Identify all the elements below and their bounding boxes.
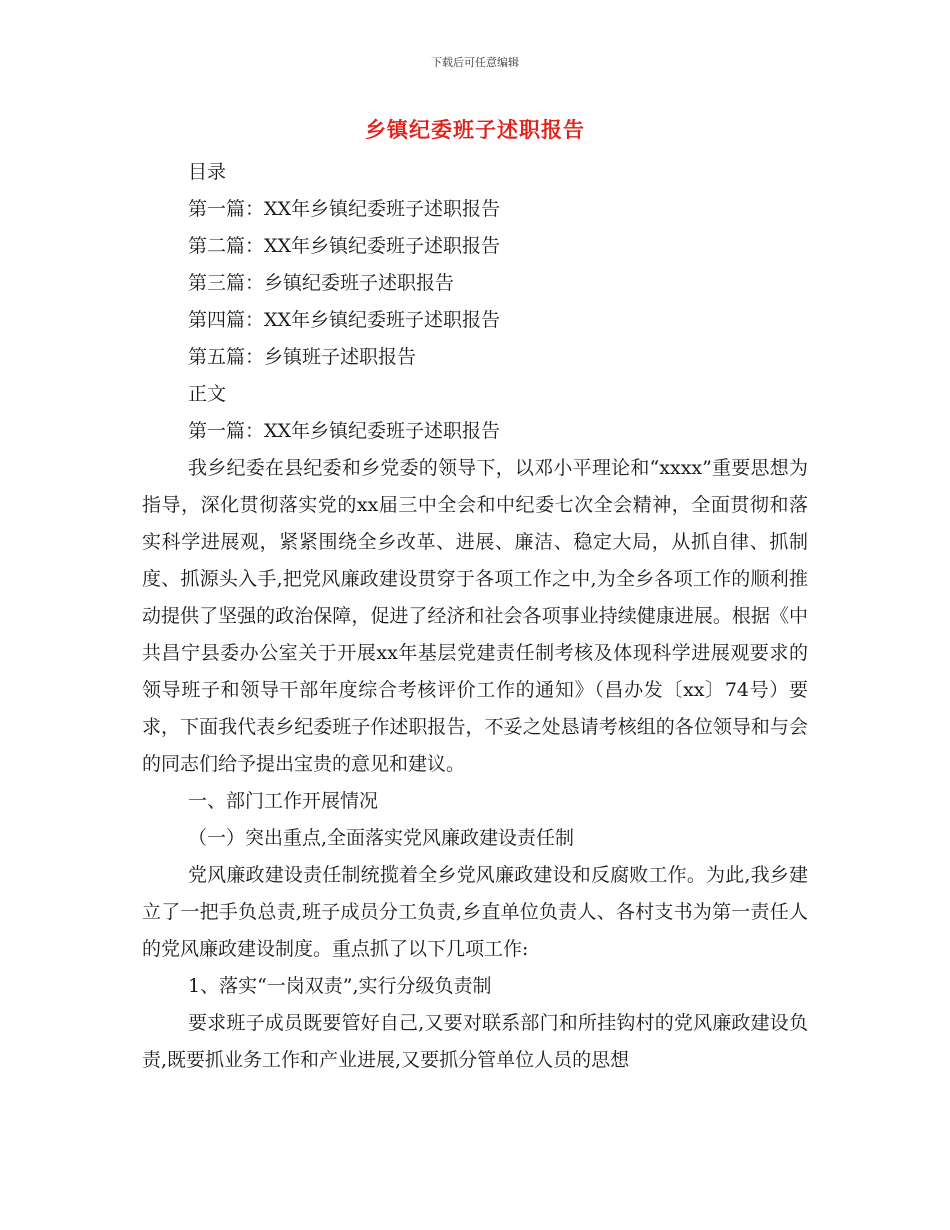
document-title: 乡镇纪委班子述职报告 xyxy=(365,118,585,142)
paragraph: 我乡纪委在县纪委和乡党委的领导下，以邓小平理论和“xxxx”重要思想为指导，深化贯彻落实党的xx届三中全会和中纪委七次全会精神，全面贯彻和落实科学进展观，紧紧围绕全乡改革、进展、廉洁、稳定大局，从抓自律、抓制度、抓源头入手,把党风廉政建设贯穿于各项工作之中,为全乡各项工作的顺利推动提供了坚强的政治保障，促进了经济和社会各项事业持续健康进展。根据《中共昌宁县委办公室关于开展xx年基层党建责任制考核及体现科学进展观要求的领导班子和领导干部年度综合考核评价工作的通知》（昌办发〔xx〕74号）要求，下面我代表乡纪委班子作述职报告，不妥之处恳请考核组的各位领导和与会的同志们给予提出宝贵的意见和建议。 xyxy=(142,457,808,775)
list-item-heading: 1、落实“一岗双责”,实行分级负责制 xyxy=(188,975,492,997)
document-body xyxy=(142,154,808,1079)
toc-item: 第三篇：乡镇纪委班子述职报告 xyxy=(188,272,455,294)
toc-item: 第四篇：XX年乡镇纪委班子述职报告 xyxy=(188,309,501,331)
toc-heading: 目录 xyxy=(188,161,227,183)
toc-item: 第五篇：乡镇班子述职报告 xyxy=(188,346,417,368)
paragraph: 要求班子成员既要管好自己,又要对联系部门和所挂钩村的党风廉政建设负责,既要抓业务工作和产业进展,又要抓分管单位人员的思想 xyxy=(142,1012,808,1071)
subsection-heading: （一）突出重点,全面落实党风廉政建设责任制 xyxy=(188,827,575,849)
section-heading: 一、部门工作开展情况 xyxy=(188,790,379,812)
chapter-title: 第一篇：XX年乡镇纪委班子述职报告 xyxy=(188,420,501,442)
body-heading: 正文 xyxy=(188,383,227,405)
toc-item: 第二篇：XX年乡镇纪委班子述职报告 xyxy=(188,235,501,257)
toc-item: 第一篇：XX年乡镇纪委班子述职报告 xyxy=(188,198,501,220)
header-note: 下载后可任意编辑 xyxy=(431,56,519,69)
paragraph: 党风廉政建设责任制统揽着全乡党风廉政建设和反腐败工作。为此,我乡建立了一把手负总责,班子成员分工负责,乡直单位负责人、各村支书为第一责任人的党风廉政建设制度。重点抓了以下几项工作: xyxy=(142,864,808,960)
